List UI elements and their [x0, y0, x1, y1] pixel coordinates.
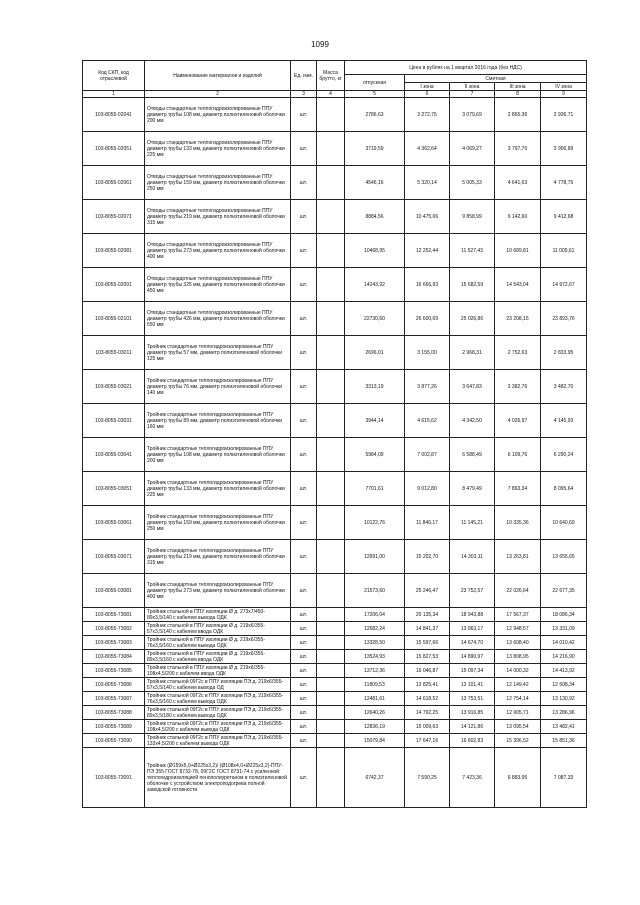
price-release: 5984,09 [345, 438, 405, 472]
table-row [83, 574, 587, 608]
item-code: 103-8055-03031 [83, 404, 145, 438]
price-release: 21573,60 [345, 574, 405, 608]
price-zone-4: 23 893,76 [541, 302, 587, 336]
price-zone-3: 4 641,63 [495, 166, 541, 200]
item-name: Отводы стандартные теплогидроизолированные ППУ диаметр трубы 159 мм, диаметр полиэтиленовой оболочки 250 мм [145, 166, 291, 200]
col-number: 8 [495, 91, 541, 98]
price-zone-1: 26 600,69 [405, 302, 450, 336]
item-mass [317, 636, 345, 650]
item-mass [317, 166, 345, 200]
price-zone-2: 2 968,31 [450, 336, 495, 370]
item-unit: шт. [291, 622, 317, 636]
item-unit: шт. [291, 540, 317, 574]
price-zone-2: 13 101,41 [450, 678, 495, 692]
price-zone-2: 14 121,86 [450, 720, 495, 734]
item-name: Тройник стандартные теплогидроизолированные ППУ диаметр трубы 159 мм, диаметр полиэтиленовой оболочки 250 мм [145, 506, 291, 540]
item-code: 103-8055-03061 [83, 506, 145, 540]
price-zone-1: 4 362,64 [405, 132, 450, 166]
table-row [83, 336, 587, 370]
page-number: 1099 [311, 40, 329, 49]
item-mass [317, 472, 345, 506]
item-code: 103-8055-73084 [83, 650, 145, 664]
price-zone-4: 3 482,70 [541, 370, 587, 404]
price-zone-4: 15 851,36 [541, 734, 587, 748]
item-unit: шт. [291, 370, 317, 404]
item-unit: шт. [291, 268, 317, 302]
price-zone-4: 7 087,33 [541, 748, 587, 808]
price-zone-3: 17 567,37 [495, 608, 541, 622]
price-zone-3: 13 808,95 [495, 650, 541, 664]
item-name: Тройник стальной 09Г2с в ППУ изоляции ПЭ д. 219x6/355-133x4,5/200 с кабелем вывода ОДК [145, 734, 291, 748]
price-release: 3944,14 [345, 404, 405, 438]
price-zone-1: 7 002,87 [405, 438, 450, 472]
header-release: отпускная [345, 75, 405, 91]
item-name: Тройник стальной в ППУ изоляции Ø д. 219x6/355-108x4,5/200 с кабелем ввода ОДК [145, 664, 291, 678]
item-name: Тройник стандартные теплогидроизолированные ППУ диаметр трубы 219 мм, диаметр полиэтиленовой оболочки 315 мм [145, 540, 291, 574]
price-release: 6742,37 [345, 748, 405, 808]
item-unit: шт. [291, 734, 317, 748]
item-name: Тройник (Ø159x5,0+Ø225x3,2)/ (Ø108x4,0+Ø225x3,2)-ППУ-ПЭ 355 ГОСТ 8732-78, 09Г2С ГОСТ 8731-74 с усиленной теплогидроизоляцией пенополиуретаном в полиэтиленовой оболочке с устройством электроподогрева полной заводской готовности [145, 748, 291, 808]
price-zone-4: 14 010,42 [541, 636, 587, 650]
price-zone-4: 2 833,95 [541, 336, 587, 370]
table-row [83, 706, 587, 720]
price-zone-2: 25 026,86 [450, 302, 495, 336]
price-zone-4: 13 331,09 [541, 622, 587, 636]
price-zone-1: 16 046,87 [405, 664, 450, 678]
price-zone-2: 13 963,17 [450, 622, 495, 636]
price-release: 14243,92 [345, 268, 405, 302]
price-release: 12481,61 [345, 692, 405, 706]
price-release: 2786,63 [345, 98, 405, 132]
col-number: 9 [541, 91, 587, 98]
price-zone-2: 5 005,33 [450, 166, 495, 200]
item-unit: шт. [291, 574, 317, 608]
price-zone-4: 14 972,67 [541, 268, 587, 302]
price-release: 15079,84 [345, 734, 405, 748]
table-row [83, 166, 587, 200]
item-mass [317, 370, 345, 404]
item-unit: шт. [291, 692, 317, 706]
item-mass [317, 200, 345, 234]
price-zone-2: 8 479,49 [450, 472, 495, 506]
price-zone-2: 3 647,83 [450, 370, 495, 404]
price-zone-2: 3 079,69 [450, 98, 495, 132]
price-zone-1: 15 597,66 [405, 636, 450, 650]
item-code: 103-8055-02041 [83, 98, 145, 132]
item-mass [317, 132, 345, 166]
price-zone-2: 14 674,70 [450, 636, 495, 650]
price-zone-3: 7 863,34 [495, 472, 541, 506]
table-row [83, 302, 587, 336]
price-zone-4: 10 640,69 [541, 506, 587, 540]
item-mass [317, 234, 345, 268]
price-zone-1: 10 475,06 [405, 200, 450, 234]
item-name: Отводы стандартные теплогидроизолированные ППУ диаметр трубы 273 мм, диаметр полиэтиленовой оболочки 400 мм [145, 234, 291, 268]
item-code: 103-8055-03081 [83, 574, 145, 608]
col-number: 1 [83, 91, 145, 98]
item-mass [317, 506, 345, 540]
item-code: 103-8055-73087 [83, 692, 145, 706]
item-code: 103-8055-73089 [83, 720, 145, 734]
price-zone-4: 14 413,92 [541, 664, 587, 678]
item-unit: шт. [291, 650, 317, 664]
price-zone-3: 3 797,70 [495, 132, 541, 166]
price-release: 10468,95 [345, 234, 405, 268]
price-zone-2: 11 145,21 [450, 506, 495, 540]
price-release: 22730,60 [345, 302, 405, 336]
price-zone-4: 12 508,34 [541, 678, 587, 692]
item-name: Отводы стандартные теплогидроизолированные ППУ диаметр трубы 219 мм, диаметр полиэтиленовой оболочки 315 мм [145, 200, 291, 234]
header-estimate: Сметная [405, 75, 587, 83]
item-name: Тройник стальной в ППУ изоляции Ø д. 273x7/450-89x3,5/140 с кабелем вывода ОДК [145, 608, 291, 622]
price-zone-3: 9 142,60 [495, 200, 541, 234]
table-row [83, 664, 587, 678]
table-row [83, 438, 587, 472]
item-code: 103-8055-03071 [83, 540, 145, 574]
price-zone-3: 15 396,52 [495, 734, 541, 748]
price-zone-4: 13 286,96 [541, 706, 587, 720]
item-unit: шт. [291, 302, 317, 336]
header-zone-1: I зона [405, 83, 450, 91]
price-zone-1: 4 615,62 [405, 404, 450, 438]
item-code: 103-8055-02101 [83, 302, 145, 336]
item-unit: шт. [291, 506, 317, 540]
price-zone-3: 23 208,15 [495, 302, 541, 336]
price-zone-4: 22 677,35 [541, 574, 587, 608]
price-release: 7701,61 [345, 472, 405, 506]
price-zone-3: 12 754,14 [495, 692, 541, 706]
price-zone-1: 25 246,47 [405, 574, 450, 608]
price-release: 8884,56 [345, 200, 405, 234]
price-zone-2: 7 423,36 [450, 748, 495, 808]
price-zone-1: 7 590,25 [405, 748, 450, 808]
item-mass [317, 98, 345, 132]
price-zone-1: 11 846,17 [405, 506, 450, 540]
item-unit: шт. [291, 98, 317, 132]
price-zone-2: 6 588,49 [450, 438, 495, 472]
item-name: Тройник стальной 09Г2с в ППУ изоляции ПЭ д. 219x6/355-108x4,5/200 с кабелем вывода ОДК [145, 720, 291, 734]
table-row [83, 748, 587, 808]
price-zone-4: 13 130,92 [541, 692, 587, 706]
table-row [83, 650, 587, 664]
col-number: 7 [450, 91, 495, 98]
price-release: 3313,19 [345, 370, 405, 404]
price-zone-2: 4 342,50 [450, 404, 495, 438]
table-row [83, 200, 587, 234]
price-zone-3: 22 026,64 [495, 574, 541, 608]
item-name: Тройник стандартные теплогидроизолированные ППУ диаметр трубы 89 мм, диаметр полиэтиленовой оболочки 160 мм [145, 404, 291, 438]
table-row [83, 678, 587, 692]
price-zone-2: 13 753,51 [450, 692, 495, 706]
table-row [83, 268, 587, 302]
item-unit: шт. [291, 336, 317, 370]
col-number: 4 [317, 91, 345, 98]
item-mass [317, 268, 345, 302]
item-mass [317, 438, 345, 472]
item-mass [317, 706, 345, 720]
price-zone-1: 14 841,37 [405, 622, 450, 636]
item-mass [317, 540, 345, 574]
item-code: 103-8055-73081 [83, 608, 145, 622]
item-name: Тройник стальной в ППУ изоляции Ø д. 219x6/355-89x3,5/160 с кабелем ввода ОДК [145, 650, 291, 664]
price-zone-1: 20 135,34 [405, 608, 450, 622]
item-mass [317, 574, 345, 608]
item-code: 103-8055-73086 [83, 678, 145, 692]
item-mass [317, 720, 345, 734]
item-mass [317, 650, 345, 664]
price-release: 12836,19 [345, 720, 405, 734]
item-code: 103-8055-73090 [83, 734, 145, 748]
item-name: Тройник стандартные теплогидроизолированные ППУ диаметр трубы 133 мм, диаметр полиэтиленовой оболочки 225 мм [145, 472, 291, 506]
item-name: Тройник стандартные теплогидроизолированные ППУ диаметр трубы 108 мм, диаметр полиэтиленовой оболочки 200 мм [145, 438, 291, 472]
price-zone-4: 4 145,93 [541, 404, 587, 438]
table-row [83, 404, 587, 438]
item-mass [317, 608, 345, 622]
table-row [83, 472, 587, 506]
price-zone-1: 14 792,25 [405, 706, 450, 720]
price-zone-3: 10 689,81 [495, 234, 541, 268]
price-release: 13524,93 [345, 650, 405, 664]
table-row [83, 234, 587, 268]
item-unit: шт. [291, 636, 317, 650]
table-row [83, 370, 587, 404]
item-code: 103-8055-03021 [83, 370, 145, 404]
item-unit: шт. [291, 166, 317, 200]
item-code: 103-8055-02051 [83, 132, 145, 166]
price-zone-4: 4 778,75 [541, 166, 587, 200]
price-zone-1: 15 009,63 [405, 720, 450, 734]
price-zone-4: 18 086,34 [541, 608, 587, 622]
item-mass [317, 336, 345, 370]
price-zone-4: 13 655,65 [541, 540, 587, 574]
item-mass [317, 622, 345, 636]
item-code: 103-8055-02091 [83, 268, 145, 302]
item-name: Тройник стандартные теплогидроизолированные ППУ диаметр трубы 57 мм, диаметр полиэтиленовой оболочки 125 мм [145, 336, 291, 370]
price-zone-1: 13 825,41 [405, 678, 450, 692]
item-name: Тройник стандартные теплогидроизолированные ППУ диаметр трубы 76 мм, диаметр полиэтиленовой оболочки 140 мм [145, 370, 291, 404]
item-name: Отводы стандартные теплогидроизолированные ППУ диаметр трубы 426 мм, диаметр полиэтиленовой оболочки 550 мм [145, 302, 291, 336]
item-unit: шт. [291, 200, 317, 234]
price-zone-1: 12 252,44 [405, 234, 450, 268]
price-zone-1: 3 272,75 [405, 98, 450, 132]
item-mass [317, 664, 345, 678]
item-unit: шт. [291, 472, 317, 506]
item-unit: шт. [291, 678, 317, 692]
item-code: 103-8055-03041 [83, 438, 145, 472]
price-zone-4: 2 936,71 [541, 98, 587, 132]
price-zone-3: 10 335,36 [495, 506, 541, 540]
price-zone-3: 14 543,04 [495, 268, 541, 302]
price-zone-2: 14 890,97 [450, 650, 495, 664]
price-release: 4546,16 [345, 166, 405, 200]
item-unit: шт. [291, 234, 317, 268]
item-name: Отводы стандартные теплогидроизолированные ППУ диаметр трубы 133 мм, диаметр полиэтиленовой оболочки 225 мм [145, 132, 291, 166]
price-zone-3: 14 000,32 [495, 664, 541, 678]
item-code: 103-8055-73082 [83, 622, 145, 636]
price-zone-1: 9 012,80 [405, 472, 450, 506]
price-zone-2: 9 858,99 [450, 200, 495, 234]
col-number: 5 [345, 91, 405, 98]
price-release: 17206,04 [345, 608, 405, 622]
item-unit: шт. [291, 608, 317, 622]
table-row [83, 636, 587, 650]
item-code: 103-8055-02081 [83, 234, 145, 268]
table-row [83, 622, 587, 636]
table-row [83, 132, 587, 166]
price-release: 3719,59 [345, 132, 405, 166]
table-row [83, 734, 587, 748]
table-row [83, 506, 587, 540]
price-table [82, 60, 587, 808]
price-zone-4: 9 412,68 [541, 200, 587, 234]
item-unit: шт. [291, 720, 317, 734]
header-mass: Масса брутто, кг [317, 61, 345, 91]
item-code: 103-8055-02071 [83, 200, 145, 234]
price-zone-2: 18 943,88 [450, 608, 495, 622]
item-code: 103-8055-73091 [83, 748, 145, 808]
item-unit: шт. [291, 404, 317, 438]
item-code: 103-8055-03051 [83, 472, 145, 506]
table-row [83, 98, 587, 132]
price-release: 13712,36 [345, 664, 405, 678]
price-zone-4: 8 095,64 [541, 472, 587, 506]
price-zone-4: 3 906,89 [541, 132, 587, 166]
price-zone-2: 15 682,59 [450, 268, 495, 302]
table-row [83, 692, 587, 706]
price-zone-4: 6 290,24 [541, 438, 587, 472]
col-number: 6 [405, 91, 450, 98]
price-zone-2: 23 752,57 [450, 574, 495, 608]
item-name: Тройник стальной в ППУ изоляции Ø д. 219x6/355-76x3,5/160 с кабелем вывода ОДК [145, 636, 291, 650]
price-zone-1: 3 877,26 [405, 370, 450, 404]
price-zone-1: 5 320,14 [405, 166, 450, 200]
price-zone-3: 2 752,63 [495, 336, 541, 370]
price-zone-3: 13 095,54 [495, 720, 541, 734]
col-number: 3 [291, 91, 317, 98]
item-mass [317, 404, 345, 438]
item-code: 103-8055-73085 [83, 664, 145, 678]
price-zone-3: 6 883,95 [495, 748, 541, 808]
price-zone-3: 6 109,76 [495, 438, 541, 472]
item-name: Тройник стальной 09Г2с в ППУ изоляции ПЭ д. 219x6/355-76x3,5/160 с кабелем вывода ОДК [145, 692, 291, 706]
col-number: 2 [145, 91, 291, 98]
price-zone-2: 4 069,27 [450, 132, 495, 166]
price-zone-3: 12 149,42 [495, 678, 541, 692]
item-mass [317, 302, 345, 336]
item-mass [317, 692, 345, 706]
price-zone-3: 13 263,81 [495, 540, 541, 574]
price-release: 2696,01 [345, 336, 405, 370]
price-zone-2: 15 097,34 [450, 664, 495, 678]
item-code: 103-8055-02061 [83, 166, 145, 200]
item-name: Отводы стандартные теплогидроизолированные ППУ диаметр трубы 325 мм, диаметр полиэтиленовой оболочки 450 мм [145, 268, 291, 302]
item-unit: шт. [291, 664, 317, 678]
price-zone-3: 2 865,36 [495, 98, 541, 132]
item-name: Тройник стальной 09Г2с в ППУ изоляции ПЭ д. 219x6/355-89x3,5/180 с кабелем вывода ОДК [145, 706, 291, 720]
item-name: Тройник стандартные теплогидроизолированные ППУ диаметр трубы 273 мм, диаметр полиэтиленовой оболочки 400 мм [145, 574, 291, 608]
item-code: 103-8055-03011 [83, 336, 145, 370]
item-unit: шт. [291, 706, 317, 720]
price-zone-1: 14 618,52 [405, 692, 450, 706]
item-code: 103-8055-73088 [83, 706, 145, 720]
header-unit: Ед. изм. [291, 61, 317, 91]
item-name: Отводы стандартные теплогидроизолированные ППУ диаметр трубы 108 мм, диаметр полиэтиленовой оболочки 200 мм [145, 98, 291, 132]
price-zone-2: 11 527,43 [450, 234, 495, 268]
price-zone-3: 4 026,97 [495, 404, 541, 438]
item-mass [317, 734, 345, 748]
price-zone-4: 13 482,41 [541, 720, 587, 734]
header-zone-4: IV зона [541, 83, 587, 91]
item-name: Тройник стальной 09Г2с в ППУ изоляции ПЭ д. 219x6/355-57x3,5/140 с кабелем вывода ОД [145, 678, 291, 692]
item-code: 103-8055-73083 [83, 636, 145, 650]
item-mass [317, 678, 345, 692]
price-release: 10122,76 [345, 506, 405, 540]
table-row [83, 608, 587, 622]
price-zone-2: 13 916,85 [450, 706, 495, 720]
price-zone-4: 14 216,90 [541, 650, 587, 664]
header-zone-3: III зона [495, 83, 541, 91]
header-name: Наименование материалов и изделий [145, 61, 291, 91]
table-row [83, 540, 587, 574]
table-row [83, 720, 587, 734]
price-release: 13328,50 [345, 636, 405, 650]
item-name: Тройник стальной в ППУ изоляции Ø д. 219x6/355-57x3,5/140 с кабелем ввода ОДК [145, 622, 291, 636]
price-zone-3: 3 382,76 [495, 370, 541, 404]
item-unit: шт. [291, 132, 317, 166]
price-zone-3: 13 608,40 [495, 636, 541, 650]
header-price-title: Цена в рублях на 1 квартал 2016 года (без НДС) [345, 61, 587, 75]
header-code: Код СКП, код отраслевой [83, 61, 145, 91]
price-zone-1: 17 647,16 [405, 734, 450, 748]
header-zone-2: II зона [450, 83, 495, 91]
item-unit: шт. [291, 748, 317, 808]
price-zone-2: 14 303,11 [450, 540, 495, 574]
price-zone-2: 16 602,83 [450, 734, 495, 748]
item-unit: шт. [291, 438, 317, 472]
price-zone-3: 12 948,57 [495, 622, 541, 636]
price-release: 12991,00 [345, 540, 405, 574]
price-zone-1: 3 155,00 [405, 336, 450, 370]
price-zone-3: 12 905,71 [495, 706, 541, 720]
price-release: 12682,24 [345, 622, 405, 636]
price-zone-1: 16 666,93 [405, 268, 450, 302]
price-release: 12640,26 [345, 706, 405, 720]
price-zone-1: 15 827,53 [405, 650, 450, 664]
price-zone-1: 15 202,70 [405, 540, 450, 574]
price-zone-4: 11 005,61 [541, 234, 587, 268]
price-release: 11809,53 [345, 678, 405, 692]
item-mass [317, 748, 345, 808]
